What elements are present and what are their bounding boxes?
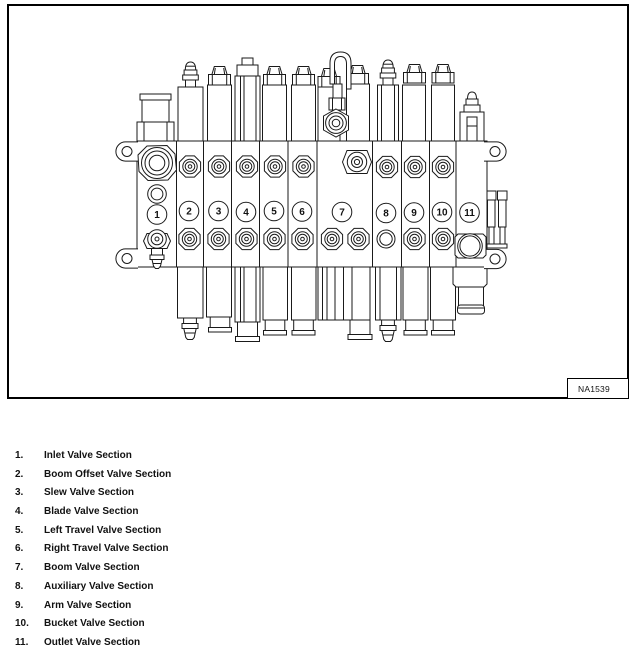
svg-text:7: 7 — [339, 207, 345, 219]
section8-pilot-cap — [378, 60, 399, 141]
callout-8 — [376, 203, 396, 223]
section9-bottom-cap — [403, 267, 428, 335]
section10-bottom-cap — [431, 267, 456, 335]
legend-item-6 — [15, 540, 615, 559]
svg-text:6: 6 — [299, 207, 305, 219]
legend-item-label: Auxiliary Valve Section — [44, 580, 154, 592]
section5-pilot-cap — [263, 67, 287, 142]
callout-3 — [209, 201, 229, 221]
legend-item-label: Right Travel Valve Section — [44, 543, 169, 555]
inlet-main-port — [138, 146, 177, 181]
legend-item-9 — [15, 597, 615, 616]
outlet-relief-port — [455, 234, 486, 259]
svg-text:3: 3 — [215, 206, 222, 218]
auxiliary-plain-port — [377, 230, 395, 248]
legend-item-label: Outlet Valve Section — [44, 636, 141, 648]
callout-5 — [264, 201, 284, 221]
legend-item-number: 6. — [15, 543, 24, 555]
section6-pilot-cap — [292, 67, 316, 142]
outlet-relief-valve — [453, 263, 487, 314]
callout-9 — [404, 203, 424, 223]
callout-4 — [236, 202, 256, 222]
legend-item-1 — [15, 447, 615, 466]
legend-item-number: 10. — [15, 618, 29, 630]
legend-item-label: Arm Valve Section — [44, 599, 132, 611]
legend-item-label: Boom Valve Section — [44, 562, 140, 574]
svg-text:9: 9 — [411, 208, 417, 220]
svg-text:2: 2 — [186, 206, 192, 218]
figure-id-box — [567, 378, 629, 399]
svg-text:5: 5 — [271, 206, 277, 218]
legend-item-number: 11. — [15, 636, 29, 648]
legend-item-number: 2. — [15, 468, 24, 480]
section4-pilot-cap — [235, 58, 260, 141]
legend-item-11 — [15, 634, 615, 653]
inlet-top-block — [137, 94, 174, 141]
callout-7 — [332, 202, 352, 222]
legend-item-label: Slew Valve Section — [44, 487, 135, 499]
legend-item-number: 5. — [15, 524, 24, 536]
section3-bottom-cap — [207, 267, 232, 332]
legend-item-label: Inlet Valve Section — [44, 450, 132, 461]
callout-10 — [432, 202, 452, 222]
svg-text:10: 10 — [436, 207, 448, 219]
mounting-ear-bottom-right — [484, 249, 506, 268]
callout-11 — [460, 203, 480, 223]
section2-bottom-cap — [178, 267, 204, 340]
section5-bottom-cap — [263, 267, 288, 335]
outlet-top-fitting — [460, 92, 484, 141]
section8-bottom-cap — [376, 267, 402, 342]
legend-item-number: 4. — [15, 506, 24, 518]
svg-text:11: 11 — [464, 208, 475, 220]
legend-item-number: 8. — [15, 580, 24, 592]
svg-text:1: 1 — [154, 210, 160, 222]
svg-text:8: 8 — [383, 208, 389, 220]
mounting-ear-bottom-left — [116, 249, 138, 268]
legend-list — [15, 447, 615, 653]
legend-item-number: 9. — [15, 599, 24, 611]
legend-item-10 — [15, 615, 615, 634]
section2-pilot-cap — [178, 62, 203, 141]
callout-2 — [179, 201, 199, 221]
section3-pilot-cap — [208, 67, 232, 142]
legend-item-4 — [15, 503, 615, 522]
legend-item-3 — [15, 484, 615, 503]
section7-bottom-plates — [318, 267, 372, 340]
legend-item-7 — [15, 559, 615, 578]
section9-pilot-cap — [403, 65, 426, 142]
legend-item-number: 3. — [15, 487, 24, 499]
legend-item-label: Left Travel Valve Section — [44, 524, 162, 536]
boom-section-main-port — [343, 151, 372, 174]
callout-1 — [147, 205, 167, 225]
section10-pilot-cap — [432, 65, 455, 142]
legend-item-2 — [15, 466, 615, 485]
figure-id-label: NA1539 — [578, 383, 610, 394]
callout-6 — [292, 202, 312, 222]
section6-bottom-cap — [292, 267, 317, 335]
legend-item-8 — [15, 578, 615, 597]
legend-item-label: Bucket Valve Section — [44, 618, 145, 630]
section4-bottom-cap — [235, 267, 260, 342]
legend-item-5 — [15, 522, 615, 541]
legend-item-label: Boom Offset Valve Section — [44, 468, 172, 480]
legend-item-label: Blade Valve Section — [44, 506, 139, 518]
right-side-bracket — [486, 191, 507, 248]
inlet-ring-port — [148, 185, 167, 204]
mounting-ear-top-right — [484, 142, 506, 161]
svg-text:4: 4 — [243, 207, 249, 219]
legend-item-number: 7. — [15, 562, 24, 574]
legend-item-number: 1. — [15, 450, 24, 461]
mounting-ear-top-left — [116, 142, 138, 161]
